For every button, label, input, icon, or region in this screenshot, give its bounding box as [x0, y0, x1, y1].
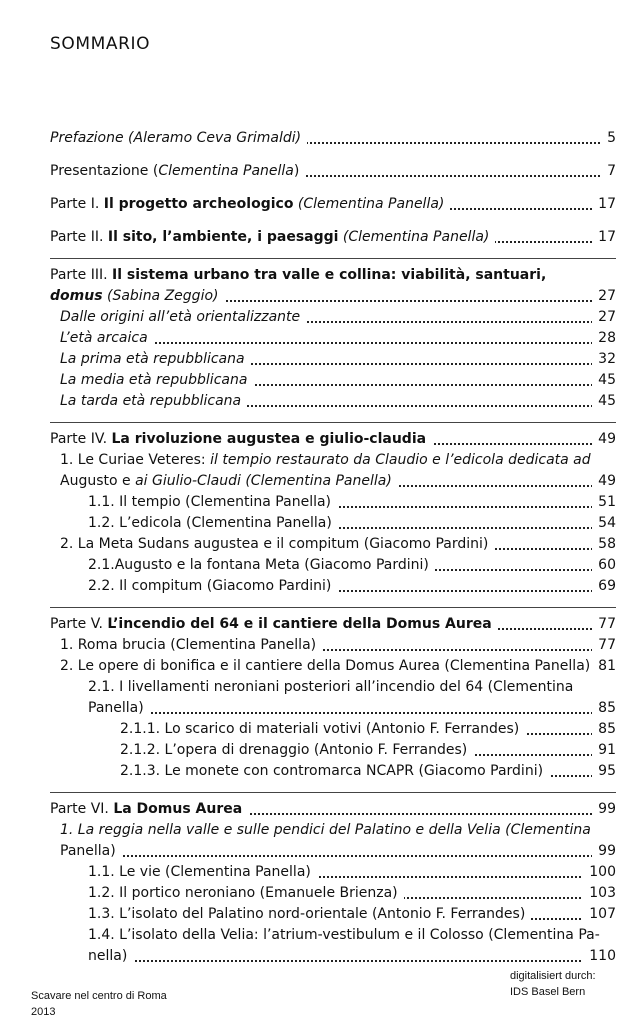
toc-subsubentry[interactable]: [50, 719, 616, 740]
toc-subentry[interactable]: [50, 862, 616, 883]
toc-page: 49: [592, 471, 616, 492]
toc-page: 85: [592, 719, 616, 740]
part-number: Parte III.: [50, 267, 112, 283]
toc-label-italic: il tempio restaurato da Claudio e l’edicola dedicata ad: [210, 452, 591, 468]
toc-page: 51: [592, 492, 616, 513]
divider: [50, 607, 616, 608]
toc-page: 17: [592, 194, 616, 215]
toc-page: 100: [583, 862, 616, 883]
toc-label: 1. Roma brucia (Clementina Panella): [60, 637, 322, 653]
toc-subentry[interactable]: [50, 904, 616, 925]
toc-subentry[interactable]: [50, 492, 616, 513]
toc-page: 95: [592, 761, 616, 782]
toc-subentry[interactable]: [50, 555, 616, 576]
toc-label: La prima età repubblicana: [60, 351, 251, 367]
footer-digitized-by: IDS Basel Bern: [510, 986, 586, 998]
footer-year: 2013: [31, 1006, 56, 1018]
toc-page: 32: [592, 349, 616, 370]
toc-subentry-line1[interactable]: [50, 925, 616, 946]
toc-subentry-line1[interactable]: [50, 677, 616, 698]
toc-label: La media età repubblicana: [60, 372, 253, 388]
toc-label: 2. Le opere di bonifica e il cantiere della Domus Aurea (Clementina Panella): [60, 658, 596, 674]
toc-label: Panella): [88, 700, 150, 716]
part-number: Parte I.: [50, 196, 104, 212]
toc-page: 58: [592, 534, 616, 555]
toc-label: 1.4. L’isolato della Velia: l’atrium-vestibulum e il Colosso (Clementina Pa-: [88, 927, 600, 943]
toc-page: 60: [592, 555, 616, 576]
toc-label: La tarda età repubblicana: [60, 393, 247, 409]
toc-entry-parte5[interactable]: [50, 614, 616, 635]
part-number: Parte IV.: [50, 431, 112, 447]
toc-page: 85: [592, 698, 616, 719]
toc-label: 1. La reggia nella valle e sulle pendici del Palatino e della Velia (Clementina: [60, 822, 591, 838]
toc-label: 2.1.2. L’opera di drenaggio (Antonio F. Ferrandes): [120, 742, 473, 758]
part-number: Parte VI.: [50, 801, 114, 817]
toc-subentry-line2[interactable]: [50, 946, 616, 967]
toc-subentry[interactable]: [50, 576, 616, 597]
toc-label: Dalle origini all’età orientalizzante: [60, 309, 306, 325]
toc-label: Prefazione (Aleramo Ceva Grimaldi): [50, 130, 307, 146]
toc-subsubentry[interactable]: [50, 740, 616, 761]
toc-subentry[interactable]: [50, 883, 616, 904]
toc-page: 99: [592, 799, 616, 820]
toc-subentry[interactable]: [50, 391, 616, 412]
toc-subentry-line2[interactable]: [50, 698, 616, 719]
footer-digitized: [510, 968, 596, 1000]
toc-label: 1.3. L’isolato del Palatino nord-orientale (Antonio F. Ferrandes): [88, 906, 531, 922]
toc-entry-parte6[interactable]: [50, 799, 616, 820]
toc-page: 45: [592, 391, 616, 412]
toc-label: 1.1. Le vie (Clementina Panella): [88, 864, 317, 880]
toc-chapter[interactable]: [50, 635, 616, 656]
part-title: L’incendio del 64 e il cantiere della Domus Aurea: [107, 616, 492, 632]
toc-page: 5: [601, 128, 616, 149]
toc-page: 17: [592, 227, 616, 248]
toc-page: 28: [592, 328, 616, 349]
toc-page: 77: [592, 614, 616, 635]
toc-entry-presentazione[interactable]: [50, 161, 616, 182]
toc-page: 45: [592, 370, 616, 391]
toc-page: 81: [592, 656, 616, 677]
divider: [50, 258, 616, 259]
toc-subentry[interactable]: [50, 349, 616, 370]
toc-entry-parte3-line2[interactable]: [50, 286, 616, 307]
divider: [50, 422, 616, 423]
part-title: Il sito, l’ambiente, i paesaggi: [107, 229, 339, 245]
toc-label-close: ): [293, 163, 300, 179]
part-title-cont: domus: [50, 288, 103, 304]
toc-page: 77: [592, 635, 616, 656]
toc-subentry[interactable]: [50, 370, 616, 391]
toc-entry-parte3-line1[interactable]: [50, 265, 616, 286]
toc-chapter-line2[interactable]: [50, 471, 616, 492]
toc-page: 27: [592, 307, 616, 328]
toc-label: 2.1.1. Lo scarico di materiali votivi (Antonio F. Ferrandes): [120, 721, 525, 737]
toc-label: 2. La Meta Sudans augustea e il compitum (Giacomo Pardini): [60, 536, 494, 552]
toc-entry-prefazione[interactable]: [50, 128, 616, 149]
toc-label: 2.1.Augusto e la fontana Meta (Giacomo Pardini): [88, 557, 435, 573]
toc-subentry[interactable]: [50, 513, 616, 534]
toc-chapter[interactable]: [50, 656, 616, 677]
part-number: Parte V.: [50, 616, 108, 632]
part-title: La Domus Aurea: [113, 801, 243, 817]
toc-label: 1.1. Il tempio (Clementina Panella): [88, 494, 337, 510]
toc-author: Clementina Panella: [158, 163, 294, 179]
table-of-contents: [50, 128, 616, 967]
toc-chapter-line1[interactable]: [50, 820, 616, 841]
toc-label: 2.1. I livellamenti neroniani posteriori all’incendio del 64 (Clementina: [88, 679, 574, 695]
toc-author: (Clementina Panella): [342, 229, 490, 245]
toc-page: 91: [592, 740, 616, 761]
toc-chapter-line1[interactable]: [50, 450, 616, 471]
toc-page: 27: [592, 286, 616, 307]
toc-page: 49: [592, 429, 616, 450]
divider: [50, 792, 616, 793]
toc-label: 1.2. Il portico neroniano (Emanuele Brienza): [88, 885, 404, 901]
toc-page: 107: [583, 904, 616, 925]
toc-label: Augusto e: [60, 473, 136, 489]
toc-chapter[interactable]: [50, 534, 616, 555]
toc-page: 110: [583, 946, 616, 967]
toc-label-italic: ai Giulio-Claudi (Clementina Panella): [135, 473, 392, 489]
toc-page: 54: [592, 513, 616, 534]
toc-page: 7: [601, 161, 616, 182]
part-title: Il sistema urbano tra valle e collina: viabilità, santuari,: [112, 267, 547, 283]
toc-label: 1. Le Curiae Veteres:: [60, 452, 211, 468]
toc-label: 2.2. Il compitum (Giacomo Pardini): [88, 578, 337, 594]
toc-subentry[interactable]: [50, 307, 616, 328]
toc-page: 69: [592, 576, 616, 597]
toc-entry-parte2[interactable]: [50, 227, 616, 248]
footer-digitized-label: digitalisiert durch:: [510, 970, 596, 982]
toc-author: (Clementina Panella): [297, 196, 445, 212]
toc-subentry[interactable]: [50, 328, 616, 349]
toc-label: Panella): [60, 843, 122, 859]
toc-subsubentry[interactable]: [50, 761, 616, 782]
toc-label: nella): [88, 948, 133, 964]
toc-label: L’età arcaica: [60, 330, 154, 346]
footer-book-title: Scavare nel centro di Roma: [31, 990, 167, 1002]
toc-entry-parte1[interactable]: [50, 194, 616, 215]
toc-entry-parte4[interactable]: [50, 429, 616, 450]
toc-label: 1.2. L’edicola (Clementina Panella): [88, 515, 338, 531]
toc-chapter-line2[interactable]: [50, 841, 616, 862]
part-number: Parte II.: [50, 229, 108, 245]
toc-author: (Sabina Zeggio): [106, 288, 219, 304]
footer-source: [31, 988, 167, 1020]
toc-page: 103: [583, 883, 616, 904]
toc-label: Presentazione (: [50, 163, 159, 179]
toc-label: 2.1.3. Le monete con contromarca NCAPR (Giacomo Pardini): [120, 763, 549, 779]
part-title: Il progetto archeologico: [103, 196, 294, 212]
page-title: SOMMARIO: [50, 34, 151, 54]
toc-page: 99: [592, 841, 616, 862]
part-title: La rivoluzione augustea e giulio-claudia: [111, 431, 427, 447]
